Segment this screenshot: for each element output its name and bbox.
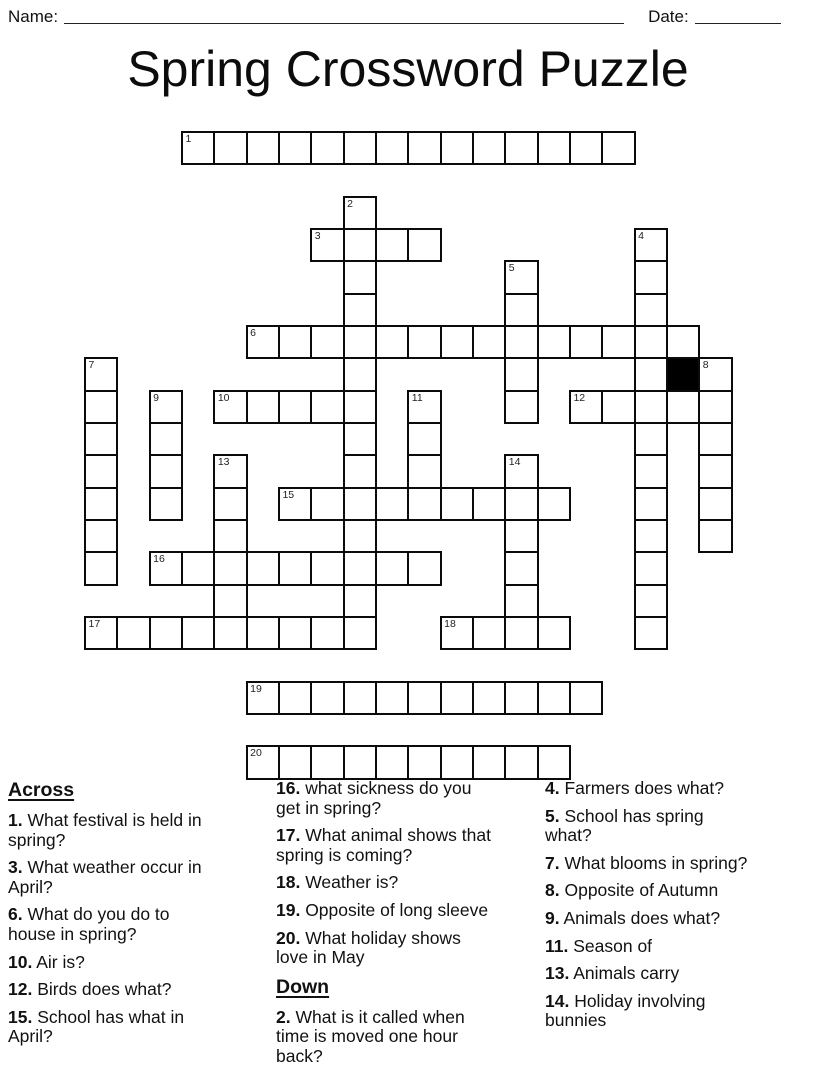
- grid-cell-r19-c5[interactable]: [246, 745, 280, 779]
- clue-across-18: 18. Weather is?: [276, 872, 399, 893]
- grid-cell-r0-c16[interactable]: [601, 131, 635, 165]
- grid-cell-r3-c8[interactable]: [343, 228, 377, 262]
- grid-cell-r11-c8[interactable]: [343, 487, 377, 521]
- cell-number-20: 20: [250, 747, 262, 760]
- grid-cell-r13-c5[interactable]: [246, 551, 280, 585]
- clue-across-16: 16. what sickness do you get in spring?: [276, 778, 472, 818]
- grid-cell-r13-c6[interactable]: [278, 551, 312, 585]
- grid-cell-r6-c11[interactable]: [440, 325, 474, 359]
- grid-cell-r8-c10[interactable]: [407, 390, 441, 424]
- grid-cell-r7-c8[interactable]: [343, 357, 377, 391]
- grid-cell-r9-c10[interactable]: [407, 422, 441, 456]
- clue-down-11: 11. Season of: [545, 935, 653, 956]
- clue-down-13: 13. Animals carry: [545, 963, 680, 984]
- grid-cell-r0-c6[interactable]: [278, 131, 312, 165]
- black-cell-r7-c18: [666, 357, 700, 391]
- grid-cell-r11-c9[interactable]: [375, 487, 409, 521]
- grid-cell-r14-c8[interactable]: [343, 584, 377, 618]
- grid-cell-r0-c11[interactable]: [440, 131, 474, 165]
- grid-cell-r17-c7[interactable]: [310, 681, 344, 715]
- grid-cell-r8-c18[interactable]: [666, 390, 700, 424]
- clues-column-2: [276, 779, 497, 1075]
- grid-cell-r15-c13[interactable]: [504, 616, 538, 650]
- grid-cell-r0-c4[interactable]: [213, 131, 247, 165]
- grid-cell-r12-c8[interactable]: [343, 519, 377, 553]
- clue-down-14: 14. Holiday involving bunnies: [545, 990, 706, 1031]
- grid-cell-r7-c17[interactable]: [634, 357, 668, 391]
- grid-cell-r6-c6[interactable]: [278, 325, 312, 359]
- clue-across-12: 12. Birds does what?: [8, 979, 172, 1000]
- grid-cell-r10-c0[interactable]: [84, 454, 118, 488]
- grid-cell-r6-c10[interactable]: [407, 325, 441, 359]
- grid-cell-r0-c10[interactable]: [407, 131, 441, 165]
- grid-cell-r13-c13[interactable]: [504, 551, 538, 585]
- cell-number-4: 4: [638, 229, 644, 242]
- clue-across-17: 17. What animal shows that spring is coming?: [276, 825, 491, 865]
- across-clues-list: [8, 811, 213, 1047]
- grid-cell-r8-c5[interactable]: [246, 390, 280, 424]
- grid-cell-r4-c17[interactable]: [634, 260, 668, 294]
- grid-cell-r14-c17[interactable]: [634, 584, 668, 618]
- grid-cell-r11-c19[interactable]: [698, 487, 732, 521]
- grid-cell-r6-c13[interactable]: [504, 325, 538, 359]
- across-clues-list-continued: [276, 779, 497, 968]
- grid-cell-r0-c14[interactable]: [537, 131, 571, 165]
- clue-across-6: 6. What do you do to house in spring?: [8, 904, 170, 944]
- grid-cell-r19-c11[interactable]: [440, 745, 474, 779]
- grid-cell-r12-c17[interactable]: [634, 519, 668, 553]
- grid-cell-r8-c7[interactable]: [310, 390, 344, 424]
- cell-number-18: 18: [444, 617, 456, 630]
- grid-cell-r0-c9[interactable]: [375, 131, 409, 165]
- grid-cell-r7-c0[interactable]: [84, 357, 118, 391]
- grid-cell-r11-c10[interactable]: [407, 487, 441, 521]
- grid-cell-r15-c3[interactable]: [181, 616, 215, 650]
- grid-cell-r15-c4[interactable]: [213, 616, 247, 650]
- grid-cell-r13-c17[interactable]: [634, 551, 668, 585]
- clue-down-9: 9. Animals does what?: [545, 907, 721, 928]
- date-blank-line: [695, 8, 781, 24]
- grid-cell-r13-c10[interactable]: [407, 551, 441, 585]
- grid-cell-r6-c12[interactable]: [472, 325, 506, 359]
- grid-cell-r0-c5[interactable]: [246, 131, 280, 165]
- grid-cell-r11-c13[interactable]: [504, 487, 538, 521]
- grid-cell-r8-c17[interactable]: [634, 390, 668, 424]
- clue-across-10: 10. Air is?: [8, 951, 85, 972]
- grid-cell-r15-c17[interactable]: [634, 616, 668, 650]
- grid-cell-r5-c17[interactable]: [634, 293, 668, 327]
- grid-cell-r13-c7[interactable]: [310, 551, 344, 585]
- clue-down-2: 2. What is it called when time is moved one hour back?: [276, 1006, 465, 1066]
- cell-number-9: 9: [153, 391, 159, 404]
- grid-cell-r2-c8[interactable]: [343, 196, 377, 230]
- grid-cell-r6-c9[interactable]: [375, 325, 409, 359]
- grid-cell-r15-c7[interactable]: [310, 616, 344, 650]
- grid-cell-r14-c13[interactable]: [504, 584, 538, 618]
- grid-cell-r12-c4[interactable]: [213, 519, 247, 553]
- grid-cell-r11-c4[interactable]: [213, 487, 247, 521]
- grid-cell-r4-c13[interactable]: [504, 260, 538, 294]
- grid-cell-r7-c19[interactable]: [698, 357, 732, 391]
- grid-cell-r3-c7[interactable]: [310, 228, 344, 262]
- grid-cell-r13-c3[interactable]: [181, 551, 215, 585]
- cell-number-16: 16: [153, 553, 165, 566]
- cell-number-2: 2: [347, 197, 353, 210]
- down-heading: Down: [276, 975, 330, 998]
- grid-cell-r8-c6[interactable]: [278, 390, 312, 424]
- grid-cell-r12-c19[interactable]: [698, 519, 732, 553]
- grid-cell-r0-c13[interactable]: [504, 131, 538, 165]
- clue-down-7: 7. What blooms in spring?: [545, 852, 748, 873]
- grid-cell-r6-c18[interactable]: [666, 325, 700, 359]
- cell-number-17: 17: [88, 617, 101, 630]
- header: [8, 7, 808, 27]
- grid-cell-r0-c15[interactable]: [569, 131, 603, 165]
- grid-cell-r11-c11[interactable]: [440, 487, 474, 521]
- grid-cell-r19-c6[interactable]: [278, 745, 312, 779]
- cell-number-11: 11: [411, 391, 423, 404]
- grid-cell-r8-c16[interactable]: [601, 390, 635, 424]
- grid-cell-r13-c8[interactable]: [343, 551, 377, 585]
- grid-cell-r9-c8[interactable]: [343, 422, 377, 456]
- grid-cell-r3-c10[interactable]: [407, 228, 441, 262]
- date-label: Date:: [648, 7, 689, 26]
- cell-number-7: 7: [88, 359, 95, 372]
- grid-cell-r3-c17[interactable]: [634, 228, 668, 262]
- grid-cell-r6-c5[interactable]: [246, 325, 280, 359]
- page-title: Spring Crossword Puzzle: [127, 41, 689, 97]
- crossword-grid: [84, 131, 733, 780]
- grid-cell-r15-c11[interactable]: [440, 616, 474, 650]
- grid-cell-r10-c13[interactable]: [504, 454, 538, 488]
- grid-cell-r17-c14[interactable]: [537, 681, 571, 715]
- grid-cell-r8-c4[interactable]: [213, 390, 247, 424]
- grid-cell-r19-c8[interactable]: [343, 745, 377, 779]
- cell-number-12: 12: [573, 391, 586, 404]
- clue-down-8: 8. Opposite of Autumn: [545, 880, 719, 901]
- cell-number-6: 6: [250, 326, 256, 339]
- grid-cell-r9-c17[interactable]: [634, 422, 668, 456]
- grid-cell-r19-c14[interactable]: [537, 745, 571, 779]
- grid-cell-r10-c2[interactable]: [149, 454, 183, 488]
- grid-cell-r10-c4[interactable]: [213, 454, 247, 488]
- grid-cell-r15-c1[interactable]: [116, 616, 150, 650]
- clue-down-4: 4. Farmers does what?: [545, 778, 724, 798]
- grid-cell-r13-c4[interactable]: [213, 551, 247, 585]
- grid-cell-r6-c7[interactable]: [310, 325, 344, 359]
- grid-cell-r11-c14[interactable]: [537, 487, 571, 521]
- grid-cell-r12-c13[interactable]: [504, 519, 538, 553]
- grid-cell-r17-c6[interactable]: [278, 681, 312, 715]
- grid-cell-r19-c10[interactable]: [407, 745, 441, 779]
- grid-cell-r8-c0[interactable]: [84, 390, 118, 424]
- grid-cell-r10-c8[interactable]: [343, 454, 377, 488]
- cell-number-14: 14: [508, 456, 521, 469]
- grid-cell-r19-c9[interactable]: [375, 745, 409, 779]
- grid-cell-r0-c3[interactable]: [181, 131, 215, 165]
- grid-cell-r6-c17[interactable]: [634, 325, 668, 359]
- cell-number-8: 8: [702, 359, 709, 372]
- cell-number-15: 15: [282, 488, 295, 501]
- grid-cell-r9-c2[interactable]: [149, 422, 183, 456]
- grid-cell-r15-c12[interactable]: [472, 616, 506, 650]
- grid-cell-r17-c11[interactable]: [440, 681, 474, 715]
- grid-cell-r8-c19[interactable]: [698, 390, 732, 424]
- clue-across-20: 20. What holiday shows love in May: [276, 927, 461, 968]
- grid-cell-r8-c15[interactable]: [569, 390, 603, 424]
- grid-cell-r11-c17[interactable]: [634, 487, 668, 521]
- grid-cell-r17-c8[interactable]: [343, 681, 377, 715]
- grid-cell-r11-c12[interactable]: [472, 487, 506, 521]
- grid-cell-r17-c12[interactable]: [472, 681, 506, 715]
- clue-across-1: 1. What festival is held in spring?: [8, 810, 202, 850]
- clue-across-3: 3. What weather occur in April?: [8, 857, 202, 897]
- grid-cell-r9-c19[interactable]: [698, 422, 732, 456]
- grid-cell-r8-c2[interactable]: [149, 390, 183, 424]
- grid-cell-r10-c17[interactable]: [634, 454, 668, 488]
- down-clues-list: [276, 1008, 497, 1067]
- grid-cell-r11-c2[interactable]: [149, 487, 183, 521]
- grid-cell-r15-c14[interactable]: [537, 616, 571, 650]
- grid-cell-r13-c9[interactable]: [375, 551, 409, 585]
- grid-cell-r0-c12[interactable]: [472, 131, 506, 165]
- clues-column-3: [545, 779, 753, 1039]
- grid-cell-r17-c9[interactable]: [375, 681, 409, 715]
- grid-cell-r3-c9[interactable]: [375, 228, 409, 262]
- cell-number-1: 1: [185, 133, 192, 145]
- grid-cell-r12-c0[interactable]: [84, 519, 118, 553]
- grid-cell-r17-c15[interactable]: [569, 681, 603, 715]
- grid-cell-r13-c2[interactable]: [149, 551, 183, 585]
- across-heading: Across: [8, 779, 75, 801]
- grid-cell-r6-c16[interactable]: [601, 325, 635, 359]
- grid-cell-r11-c6[interactable]: [278, 487, 312, 521]
- grid-cell-r15-c5[interactable]: [246, 616, 280, 650]
- grid-cell-r0-c8[interactable]: [343, 131, 377, 165]
- grid-cell-r15-c0[interactable]: [84, 616, 118, 650]
- cell-number-13: 13: [217, 456, 230, 469]
- name-blank-line: [64, 8, 624, 24]
- grid-cell-r6-c8[interactable]: [343, 325, 377, 359]
- grid-cell-r0-c7[interactable]: [310, 131, 344, 165]
- grid-cell-r19-c12[interactable]: [472, 745, 506, 779]
- grid-cell-r13-c0[interactable]: [84, 551, 118, 585]
- grid-cell-r17-c13[interactable]: [504, 681, 538, 715]
- grid-cell-r7-c13[interactable]: [504, 357, 538, 391]
- grid-cell-r11-c7[interactable]: [310, 487, 344, 521]
- grid-cell-r19-c13[interactable]: [504, 745, 538, 779]
- grid-cell-r6-c14[interactable]: [537, 325, 571, 359]
- grid-cell-r5-c13[interactable]: [504, 293, 538, 327]
- name-label: Name:: [8, 7, 59, 26]
- grid-cell-r15-c8[interactable]: [343, 616, 377, 650]
- grid-cell-r14-c4[interactable]: [213, 584, 247, 618]
- grid-cell-r6-c15[interactable]: [569, 325, 603, 359]
- grid-cell-r10-c19[interactable]: [698, 454, 732, 488]
- cell-number-5: 5: [508, 262, 515, 275]
- grid-cell-r15-c6[interactable]: [278, 616, 312, 650]
- grid-cell-r11-c0[interactable]: [84, 487, 118, 521]
- clue-down-5: 5. School has spring what?: [545, 805, 704, 846]
- cell-number-19: 19: [250, 682, 262, 695]
- grid-cell-r5-c8[interactable]: [343, 293, 377, 327]
- grid-cell-r4-c8[interactable]: [343, 260, 377, 294]
- grid-cell-r19-c7[interactable]: [310, 745, 344, 779]
- cell-number-3: 3: [314, 229, 321, 242]
- grid-cell-r17-c5[interactable]: [246, 681, 280, 715]
- cell-number-10: 10: [217, 391, 230, 404]
- clue-across-15: 15. School has what in April?: [8, 1006, 185, 1047]
- grid-cell-r17-c10[interactable]: [407, 681, 441, 715]
- down-clues-list-continued: [545, 779, 753, 1031]
- grid-cell-r10-c10[interactable]: [407, 454, 441, 488]
- grid-cell-r9-c0[interactable]: [84, 422, 118, 456]
- grid-cell-r8-c8[interactable]: [343, 390, 377, 424]
- clue-across-19: 19. Opposite of long sleeve: [276, 899, 489, 920]
- clues-column-1: [8, 779, 213, 1055]
- grid-cell-r8-c13[interactable]: [504, 390, 538, 424]
- grid-cell-r15-c2[interactable]: [149, 616, 183, 650]
